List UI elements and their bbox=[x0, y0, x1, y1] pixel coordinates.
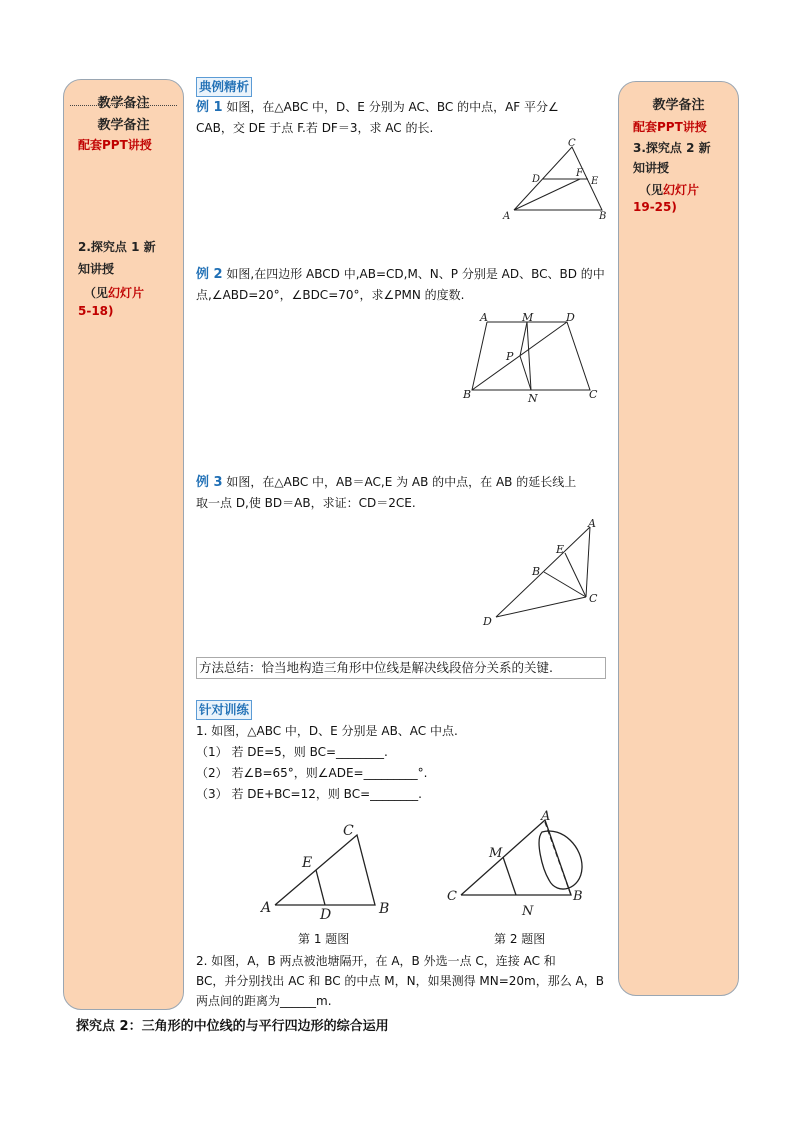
left-notes-column bbox=[63, 79, 184, 1010]
label-A: A bbox=[503, 211, 511, 222]
label-B: B bbox=[463, 388, 472, 401]
example-2-text1: 如图,在四边形 ABCD 中,AB=CD,M、N、P 分别是 AD、BC、BD 的中 bbox=[226, 267, 605, 281]
left-note-ppt: 配套PPT讲授 bbox=[78, 138, 152, 152]
section-heading-explore-point-2: 探究点 2：三角形的中位线的与平行四边形的综合运用 bbox=[76, 1019, 389, 1034]
label-A: A bbox=[541, 810, 551, 824]
figure-caption-2: 第 2 题图 bbox=[494, 932, 546, 946]
figure-practice-2 bbox=[445, 810, 595, 924]
left-notes-title: 教学备注 bbox=[97, 96, 150, 111]
practice-q1-part1: （1） 若 DE=5，则 BC=________. bbox=[196, 745, 388, 759]
right-note-item3-line3 bbox=[639, 179, 699, 198]
right-note-item3-line1: 3.探究点 2 新 bbox=[633, 141, 711, 155]
example-2-line1 bbox=[196, 264, 606, 285]
practice-q2-line3: 两点间的距离为______m. bbox=[196, 994, 332, 1008]
left-note-slide-range: 5-18) bbox=[78, 304, 114, 318]
example-2-line2: 点,∠ABD=20°，∠BDC=70°，求∠PMN 的度数. bbox=[196, 288, 465, 302]
label-C: C bbox=[343, 823, 354, 839]
label-N: N bbox=[528, 392, 538, 405]
left-note-item2-line1: 2.探究点 1 新 bbox=[78, 240, 156, 254]
label-B: B bbox=[379, 901, 390, 917]
label-C: C bbox=[568, 138, 576, 149]
right-note-slide-range: 19-25) bbox=[633, 200, 677, 214]
label-E: E bbox=[591, 176, 599, 187]
example-3-line2: 取一点 D,使 BD＝AB，求证：CD＝2CE. bbox=[196, 496, 416, 510]
section-tag-practice: 针对训练 bbox=[196, 700, 252, 720]
method-summary: 方法总结：恰当地构造三角形中位线是解决线段倍分关系的关键. bbox=[196, 657, 606, 679]
label-C: C bbox=[447, 889, 457, 904]
label-D: D bbox=[483, 615, 492, 628]
label-P: P bbox=[506, 350, 514, 363]
label-B: B bbox=[573, 889, 583, 904]
practice-q2-line2: BC，并分别找出 AC 和 BC 的中点 M，N，如果测得 MN=20m，那么 A，B bbox=[196, 974, 604, 988]
example-2 bbox=[196, 264, 606, 305]
left-note-item2-line2: 知讲授 bbox=[78, 262, 115, 276]
left-note-open-paren: （见 bbox=[84, 286, 109, 300]
example-3-text1: 如图，在△ABC 中，AB＝AC,E 为 AB 的中点，在 AB 的延长线上 bbox=[226, 475, 577, 489]
label-E: E bbox=[556, 543, 565, 556]
left-note-item2-line3 bbox=[84, 282, 144, 301]
example-1-line1 bbox=[196, 97, 606, 118]
right-note-open-paren: （见 bbox=[639, 183, 664, 197]
example-1-text1: 如图，在△ABC 中，D、E 分别为 AC、BC 的中点，AF 平分∠ bbox=[226, 100, 559, 114]
practice-q1-part2: （2） 若∠B=65°，则∠ADE=_________°. bbox=[196, 766, 428, 780]
label-F: F bbox=[576, 168, 583, 179]
example-3-line1 bbox=[196, 472, 606, 493]
example-1-line2: CAB，交 DE 于点 F.若 DF＝3，求 AC 的长. bbox=[196, 121, 434, 135]
practice-q1 bbox=[196, 721, 606, 805]
section-tag-examples: 典例精析 bbox=[196, 77, 252, 97]
label-A: A bbox=[480, 311, 488, 324]
figure-example-1 bbox=[500, 135, 615, 229]
right-notes-title: 教学备注 bbox=[652, 98, 705, 113]
figure-example-2 bbox=[460, 310, 610, 409]
label-D: D bbox=[532, 174, 541, 185]
practice-q2-line1: 2. 如图，A，B 两点被池塘隔开，在 A，B 外选一点 C，连接 AC 和 bbox=[196, 954, 556, 968]
example-3 bbox=[196, 472, 606, 513]
left-notes-subtitle: 教学备注 bbox=[97, 118, 150, 133]
dotted-divider bbox=[70, 105, 177, 106]
right-notes-column bbox=[618, 81, 739, 996]
label-C: C bbox=[589, 592, 598, 605]
label-M: M bbox=[489, 846, 503, 861]
label-B: B bbox=[532, 565, 541, 578]
label-D: D bbox=[320, 907, 332, 920]
label-B: B bbox=[599, 211, 607, 222]
practice-q1-part3: （3） 若 DE+BC=12，则 BC=________. bbox=[196, 787, 422, 801]
label-D: D bbox=[566, 311, 575, 324]
label-C: C bbox=[589, 388, 598, 401]
label-A: A bbox=[261, 900, 272, 916]
right-note-ppt: 配套PPT讲授 bbox=[633, 120, 707, 134]
right-note-slides: 幻灯片 bbox=[663, 183, 700, 197]
example-3-label: 例 3 bbox=[196, 475, 223, 490]
example-1-label: 例 1 bbox=[196, 100, 223, 115]
figure-caption-1: 第 1 题图 bbox=[298, 932, 350, 946]
label-N: N bbox=[522, 904, 534, 919]
right-note-item3-line2: 知讲授 bbox=[633, 161, 670, 175]
figure-example-3 bbox=[478, 515, 608, 634]
figure-practice-1 bbox=[255, 820, 405, 924]
example-1 bbox=[196, 97, 606, 138]
label-E: E bbox=[302, 855, 313, 871]
left-note-slides: 幻灯片 bbox=[108, 286, 145, 300]
example-2-label: 例 2 bbox=[196, 267, 223, 282]
practice-q1-stem: 1. 如图，△ABC 中，D、E 分别是 AB、AC 中点. bbox=[196, 724, 458, 738]
label-A: A bbox=[588, 517, 596, 530]
label-M: M bbox=[522, 311, 534, 324]
practice-q2 bbox=[196, 951, 606, 1011]
